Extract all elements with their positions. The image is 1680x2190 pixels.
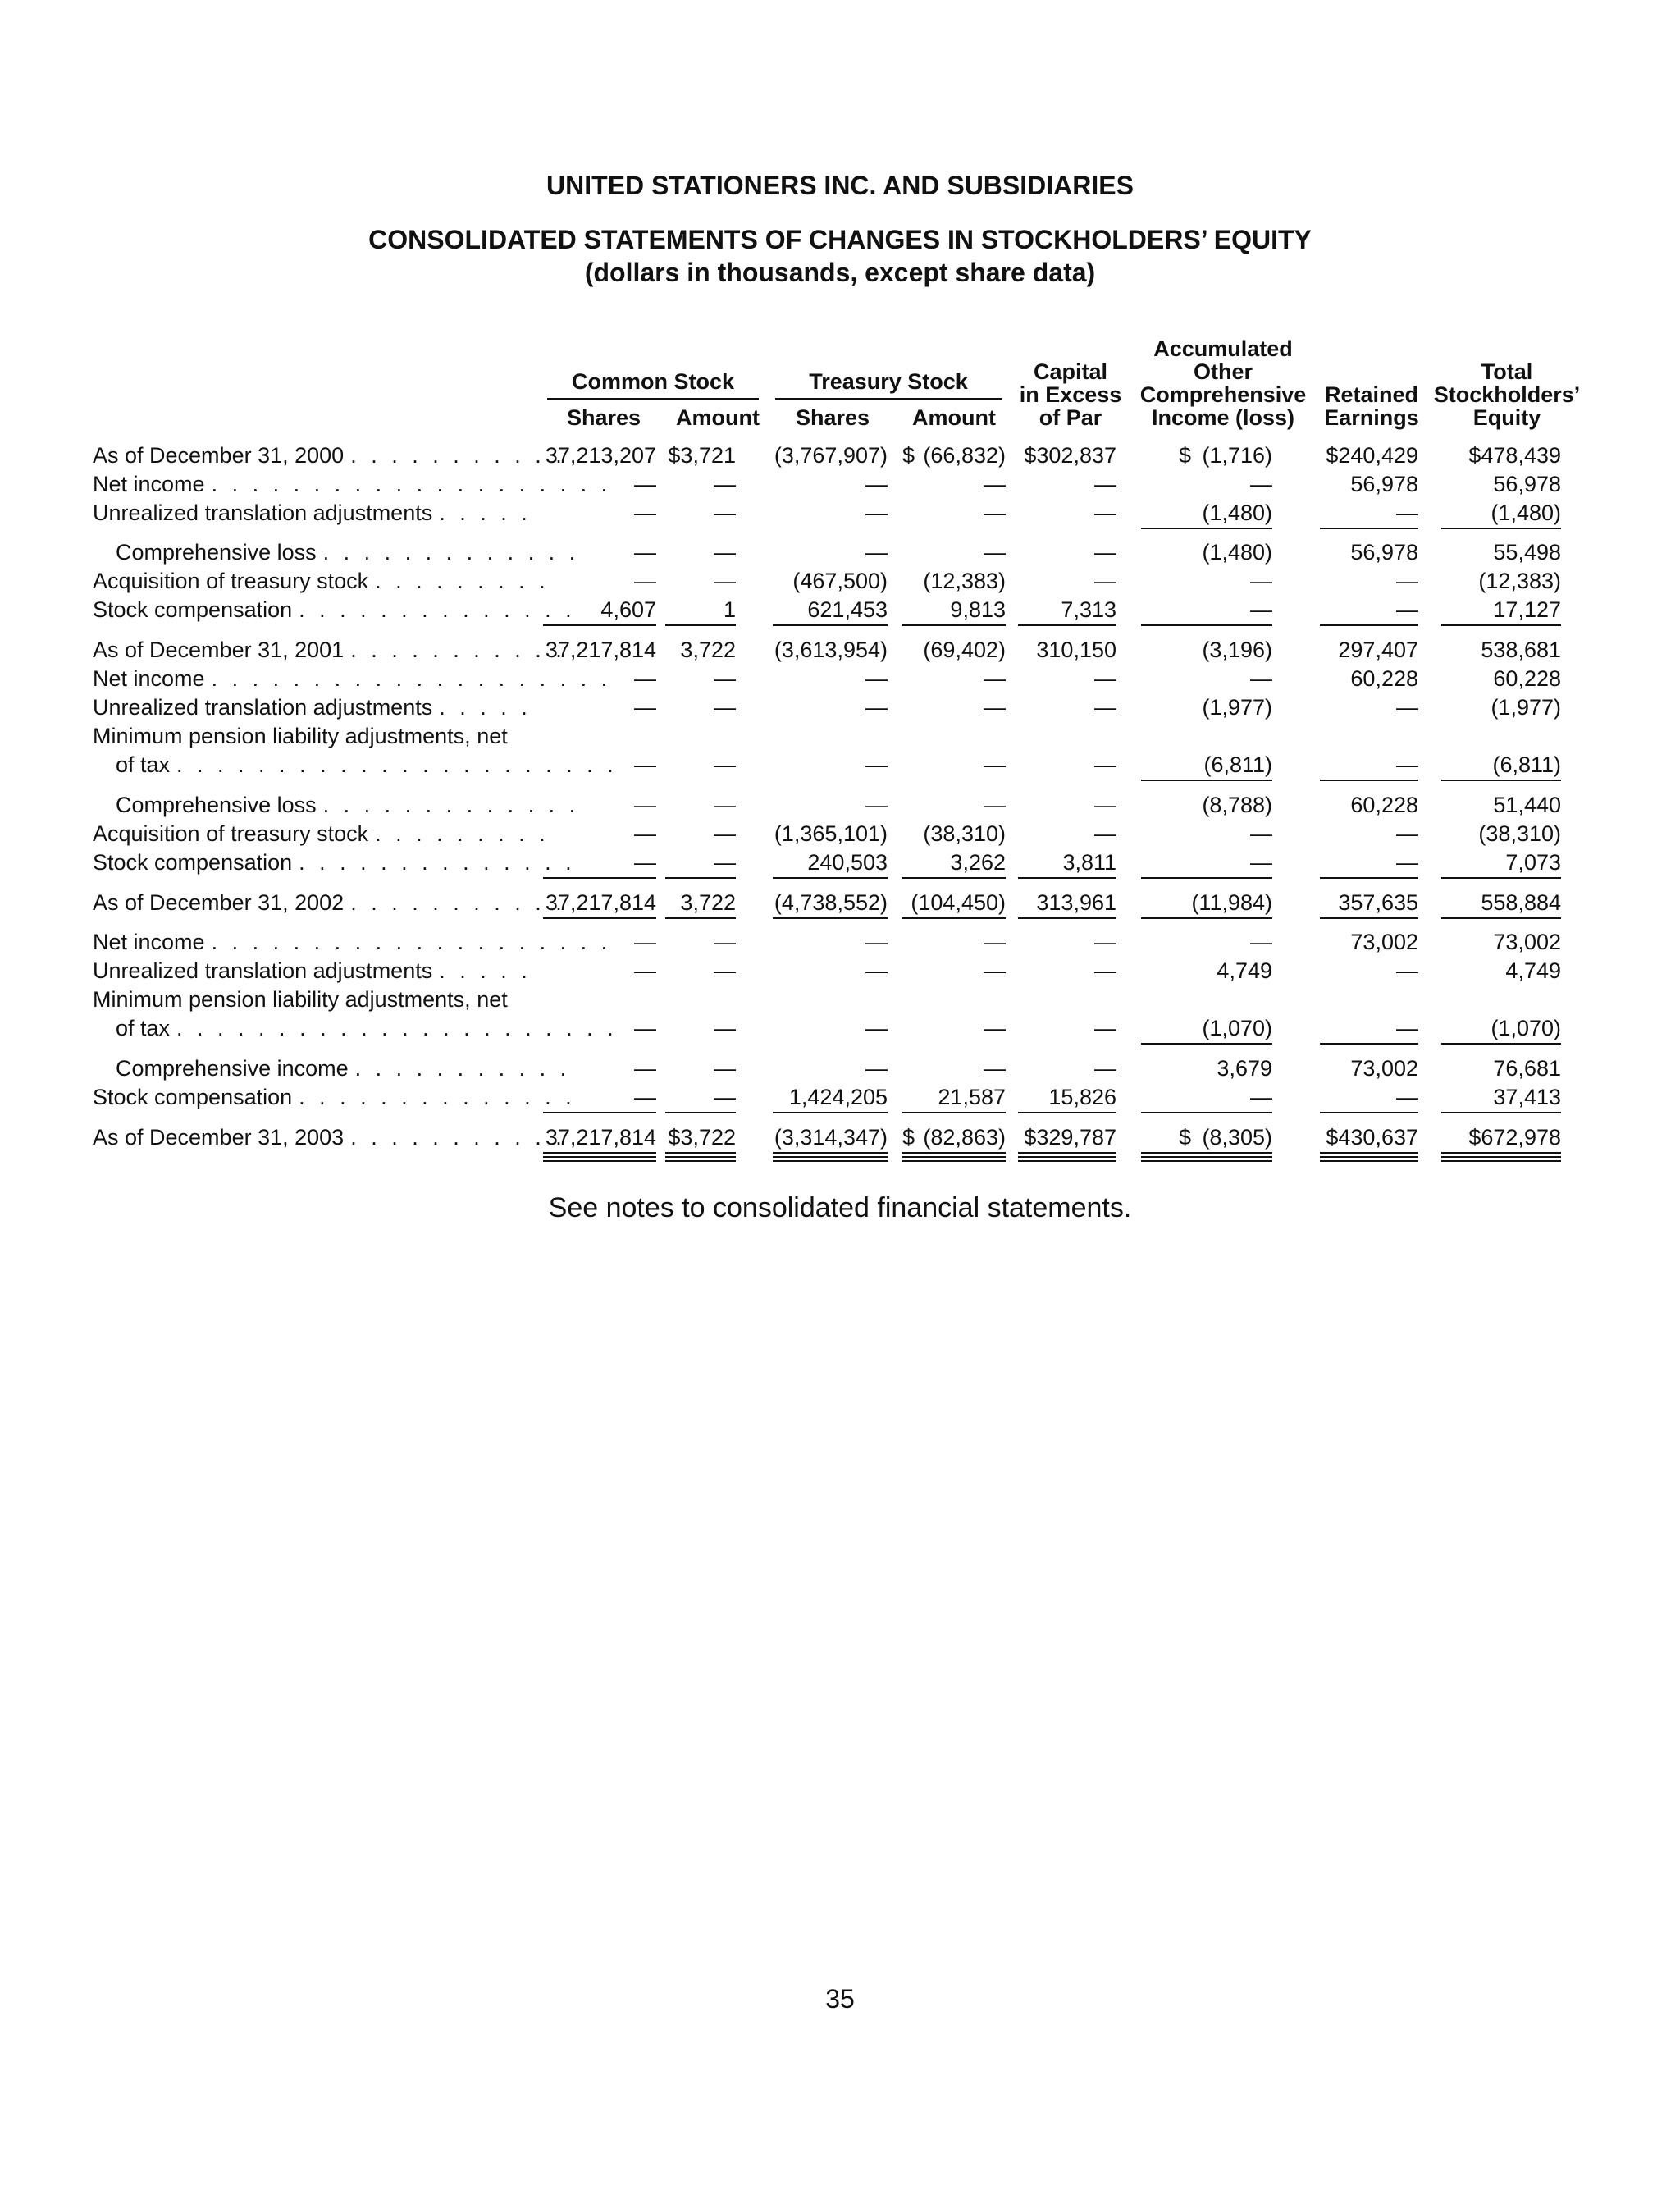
table-cell: — xyxy=(865,793,888,817)
table-cell: (1,070) xyxy=(1491,1016,1561,1040)
table-cell: (1,480) xyxy=(1202,501,1272,525)
row-label: Unrealized translation adjustments . . . . . xyxy=(93,501,532,525)
currency-symbol: $ xyxy=(902,443,915,468)
table-cell: $302,837 xyxy=(1024,443,1116,468)
table-cell: — xyxy=(1250,597,1272,622)
header-common-stock: Common Stock xyxy=(571,369,735,394)
header-capital: Capital in Excess of Par xyxy=(1019,359,1122,430)
header-rule-common xyxy=(547,398,759,400)
table-cell: 3,262 xyxy=(950,850,1006,875)
table-cell: 56,978 xyxy=(1350,472,1418,496)
row-label: Comprehensive loss . . . . . . . . . . . . . xyxy=(116,793,580,817)
table-cell: — xyxy=(714,1056,736,1081)
row-label: As of December 31, 2001 . . . . . . . . . . . xyxy=(93,638,566,662)
table-cell: — xyxy=(984,540,1006,565)
table-cell: (12,383) xyxy=(923,569,1006,593)
table-cell: — xyxy=(714,958,736,983)
underline-rule xyxy=(1441,1156,1561,1158)
underline-rule xyxy=(1018,624,1116,626)
table-cell: — xyxy=(865,752,888,777)
table-cell: — xyxy=(865,695,888,720)
table-cell: — xyxy=(634,569,656,593)
table-cell: 558,884 xyxy=(1481,890,1561,915)
underline-rule xyxy=(543,624,656,626)
table-cell: — xyxy=(714,821,736,846)
table-cell: 56,978 xyxy=(1350,540,1418,565)
table-cell: — xyxy=(984,666,1006,691)
table-cell: — xyxy=(865,958,888,983)
table-cell: — xyxy=(1094,958,1116,983)
row-label: As of December 31, 2002 . . . . . . . . . . . xyxy=(93,890,566,915)
table-cell: — xyxy=(634,695,656,720)
underline-rule xyxy=(1320,877,1418,879)
table-cell: — xyxy=(1250,850,1272,875)
row-label: Comprehensive loss . . . . . . . . . . . . . xyxy=(116,540,580,565)
row-label: Acquisition of treasury stock . . . . . . . . . xyxy=(93,569,550,593)
underline-rule xyxy=(1320,1160,1418,1162)
table-cell: 76,681 xyxy=(1493,1056,1561,1081)
table-cell: (8,788) xyxy=(1202,793,1272,817)
table-cell: 538,681 xyxy=(1481,638,1561,662)
table-cell: $672,978 xyxy=(1468,1125,1561,1150)
table-cell: — xyxy=(634,540,656,565)
underline-rule xyxy=(1320,528,1418,529)
statement-title: CONSOLIDATED STATEMENTS OF CHANGES IN STOCKHOLDERS’ EQUITY xyxy=(368,225,1312,254)
underline-rule xyxy=(665,1156,736,1158)
underline-rule xyxy=(1141,1043,1272,1045)
company-title: UNITED STATIONERS INC. AND SUBSIDIARIES xyxy=(546,171,1134,200)
row-label: Comprehensive income . . . . . . . . . . . xyxy=(116,1056,571,1081)
table-cell: — xyxy=(714,472,736,496)
underline-rule xyxy=(902,877,1006,879)
row-label: of tax . . . . . . . . . . . . . . . . . . . . . . xyxy=(116,1016,618,1040)
table-cell: — xyxy=(1250,821,1272,846)
underline-rule xyxy=(773,877,888,879)
currency-symbol: $ xyxy=(902,1125,915,1150)
table-cell: 17,127 xyxy=(1493,597,1561,622)
table-cell: (1,977) xyxy=(1202,695,1272,720)
table-cell: 37,217,814 xyxy=(545,890,656,915)
underline-rule xyxy=(1320,1112,1418,1113)
table-cell: — xyxy=(1094,930,1116,954)
table-cell: (12,383) xyxy=(1478,569,1561,593)
table-cell: (1,365,101) xyxy=(774,821,888,846)
table-cell: — xyxy=(1250,472,1272,496)
table-cell: (38,310) xyxy=(923,821,1006,846)
row-label: of tax . . . . . . . . . . . . . . . . . . . . . . xyxy=(116,752,618,777)
underline-rule xyxy=(1441,877,1561,879)
table-cell: (1,716) xyxy=(1202,443,1272,468)
underline-rule xyxy=(1441,1160,1561,1162)
table-cell: 55,498 xyxy=(1493,540,1561,565)
table-cell: 1,424,205 xyxy=(788,1085,888,1109)
table-cell: 73,002 xyxy=(1350,930,1418,954)
table-cell: — xyxy=(634,958,656,983)
underline-rule xyxy=(773,1152,888,1154)
underline-rule xyxy=(773,1156,888,1158)
table-cell: 60,228 xyxy=(1350,793,1418,817)
header-ts-shares: Shares xyxy=(795,405,870,430)
table-cell: (8,305) xyxy=(1202,1125,1272,1150)
row-label: Unrealized translation adjustments . . . . . xyxy=(93,695,532,720)
table-cell: — xyxy=(1094,695,1116,720)
table-cell: — xyxy=(984,958,1006,983)
underline-rule xyxy=(665,624,736,626)
underline-rule xyxy=(1320,1156,1418,1158)
table-cell: 7,313 xyxy=(1061,597,1116,622)
table-cell: — xyxy=(634,752,656,777)
table-cell: 51,440 xyxy=(1493,793,1561,817)
table-cell: 60,228 xyxy=(1493,666,1561,691)
underline-rule xyxy=(665,1112,736,1113)
header-total: Total Stockholders’ Equity xyxy=(1433,359,1581,430)
table-cell: 1 xyxy=(723,597,736,622)
row-label: Net income . . . . . . . . . . . . . . . . . . . . xyxy=(93,930,612,954)
table-cell: — xyxy=(714,850,736,875)
table-cell: $329,787 xyxy=(1024,1125,1116,1150)
table-cell: — xyxy=(1250,1085,1272,1109)
underline-rule xyxy=(665,917,736,919)
underline-rule xyxy=(1441,917,1561,919)
table-cell: — xyxy=(1396,850,1418,875)
table-cell: — xyxy=(865,472,888,496)
table-cell: 297,407 xyxy=(1338,638,1418,662)
underline-rule xyxy=(543,1112,656,1113)
table-cell: — xyxy=(634,821,656,846)
page-number: 35 xyxy=(825,1984,855,2014)
underline-rule xyxy=(665,1152,736,1154)
underline-rule xyxy=(773,1112,888,1113)
underline-rule xyxy=(1141,1112,1272,1113)
underline-rule xyxy=(1018,1160,1116,1162)
table-cell: — xyxy=(714,1085,736,1109)
row-label: Net income . . . . . . . . . . . . . . . . . . . . xyxy=(93,666,612,691)
header-treasury-stock: Treasury Stock xyxy=(809,369,968,394)
table-cell: — xyxy=(984,501,1006,525)
table-cell: 73,002 xyxy=(1493,930,1561,954)
underline-rule xyxy=(665,1160,736,1162)
table-cell: (1,480) xyxy=(1491,501,1561,525)
underline-rule xyxy=(543,1160,656,1162)
table-cell: — xyxy=(1396,597,1418,622)
table-cell: — xyxy=(1094,540,1116,565)
table-cell: 7,073 xyxy=(1505,850,1561,875)
table-cell: — xyxy=(714,666,736,691)
table-cell: — xyxy=(634,666,656,691)
header-cs-amount: Amount xyxy=(676,405,760,430)
table-cell: 60,228 xyxy=(1350,666,1418,691)
table-cell: — xyxy=(1094,752,1116,777)
table-cell: $240,429 xyxy=(1326,443,1418,468)
table-cell: — xyxy=(1094,501,1116,525)
table-cell: — xyxy=(1396,501,1418,525)
underline-rule xyxy=(1320,1043,1418,1045)
table-cell: 15,826 xyxy=(1048,1085,1116,1109)
underline-rule xyxy=(1018,1112,1116,1113)
units-subtitle: (dollars in thousands, except share data) xyxy=(584,258,1096,287)
table-cell: — xyxy=(1094,1016,1116,1040)
underline-rule xyxy=(902,917,1006,919)
table-cell: (6,811) xyxy=(1203,752,1272,777)
table-cell: 21,587 xyxy=(938,1085,1006,1109)
currency-symbol: $ xyxy=(1179,1125,1192,1150)
underline-rule xyxy=(1018,1156,1116,1158)
header-retained: Retained Earnings xyxy=(1324,382,1419,430)
table-cell: — xyxy=(1396,752,1418,777)
table-cell: — xyxy=(1094,569,1116,593)
underline-rule xyxy=(1141,624,1272,626)
underline-rule xyxy=(543,1156,656,1158)
table-cell: 37,217,814 xyxy=(545,1125,656,1150)
table-cell: 37,213,207 xyxy=(545,443,656,468)
table-cell: — xyxy=(1396,695,1418,720)
underline-rule xyxy=(902,1160,1006,1162)
underline-rule xyxy=(665,877,736,879)
table-cell: (467,500) xyxy=(792,569,888,593)
underline-rule xyxy=(773,1160,888,1162)
table-cell: $3,722 xyxy=(668,1125,736,1150)
row-label: As of December 31, 2000 . . . . . . . . . . . xyxy=(93,443,566,468)
table-cell: — xyxy=(714,793,736,817)
row-label: As of December 31, 2003 . . . . . . . . . . . xyxy=(93,1125,566,1150)
underline-rule xyxy=(773,624,888,626)
underline-rule xyxy=(1441,1152,1561,1154)
underline-rule xyxy=(543,917,656,919)
header-ts-amount: Amount xyxy=(912,405,996,430)
table-cell: — xyxy=(1396,1085,1418,1109)
underline-rule xyxy=(1141,528,1272,529)
table-cell: — xyxy=(714,569,736,593)
table-cell: — xyxy=(984,930,1006,954)
table-cell: $3,721 xyxy=(668,443,736,468)
row-label: Minimum pension liability adjustments, net xyxy=(93,724,508,748)
table-cell: 621,453 xyxy=(807,597,888,622)
underline-rule xyxy=(1018,917,1116,919)
underline-rule xyxy=(902,624,1006,626)
underline-rule xyxy=(773,917,888,919)
header-rule-treasury xyxy=(775,398,1002,400)
header-aoci: Accumulated Other Comprehensive Income (loss) xyxy=(1139,336,1307,430)
underline-rule xyxy=(1320,1152,1418,1154)
table-cell: — xyxy=(634,501,656,525)
table-cell: — xyxy=(1094,666,1116,691)
table-cell: 37,413 xyxy=(1493,1085,1561,1109)
table-cell: — xyxy=(634,1056,656,1081)
table-cell: 3,811 xyxy=(1062,850,1116,875)
table-cell: (3,196) xyxy=(1202,638,1272,662)
table-cell: (1,480) xyxy=(1202,540,1272,565)
table-cell: (11,984) xyxy=(1191,890,1272,915)
table-cell: 9,813 xyxy=(950,597,1006,622)
table-cell: — xyxy=(634,1085,656,1109)
table-cell: — xyxy=(984,752,1006,777)
table-cell: (3,314,347) xyxy=(774,1125,888,1150)
table-cell: 310,150 xyxy=(1036,638,1116,662)
row-label: Acquisition of treasury stock . . . . . . . . . xyxy=(93,821,550,846)
table-cell: — xyxy=(1250,569,1272,593)
table-cell: — xyxy=(984,1056,1006,1081)
table-cell: 4,749 xyxy=(1217,958,1272,983)
row-label: Unrealized translation adjustments . . . . . xyxy=(93,958,532,983)
table-cell: — xyxy=(634,1016,656,1040)
table-cell: 3,679 xyxy=(1217,1056,1272,1081)
table-cell: — xyxy=(984,793,1006,817)
underline-rule xyxy=(1441,624,1561,626)
table-cell: — xyxy=(1396,958,1418,983)
table-cell: (104,450) xyxy=(911,890,1006,915)
table-cell: — xyxy=(1396,821,1418,846)
table-cell: $430,637 xyxy=(1326,1125,1418,1150)
table-cell: — xyxy=(865,666,888,691)
underline-rule xyxy=(1441,528,1561,529)
table-cell: — xyxy=(634,850,656,875)
table-cell: 4,749 xyxy=(1505,958,1561,983)
row-label: Stock compensation . . . . . . . . . . . . . . xyxy=(93,850,576,875)
table-cell: (69,402) xyxy=(923,638,1006,662)
underline-rule xyxy=(543,877,656,879)
row-label: Stock compensation . . . . . . . . . . . . . . xyxy=(93,1085,576,1109)
table-cell: (3,613,954) xyxy=(774,638,888,662)
underline-rule xyxy=(1441,780,1561,781)
table-cell: 240,503 xyxy=(807,850,888,875)
table-cell: — xyxy=(634,930,656,954)
underline-rule xyxy=(1141,1160,1272,1162)
underline-rule xyxy=(1441,1043,1561,1045)
table-cell: — xyxy=(984,1016,1006,1040)
table-cell: (66,832) xyxy=(923,443,1006,468)
table-cell: (38,310) xyxy=(1478,821,1561,846)
table-cell: — xyxy=(865,501,888,525)
table-cell: (1,070) xyxy=(1202,1016,1272,1040)
table-cell: (4,738,552) xyxy=(774,890,888,915)
table-cell: — xyxy=(714,752,736,777)
table-cell: $478,439 xyxy=(1468,443,1561,468)
underline-rule xyxy=(1141,1156,1272,1158)
underline-rule xyxy=(1320,917,1418,919)
table-cell: — xyxy=(984,472,1006,496)
table-cell: — xyxy=(714,540,736,565)
table-cell: 3,722 xyxy=(680,890,736,915)
table-cell: (82,863) xyxy=(923,1125,1006,1150)
underline-rule xyxy=(902,1156,1006,1158)
currency-symbol: $ xyxy=(1179,443,1192,468)
underline-rule xyxy=(1018,1152,1116,1154)
table-cell: (6,811) xyxy=(1492,752,1561,777)
underline-rule xyxy=(1320,624,1418,626)
row-label: Minimum pension liability adjustments, net xyxy=(93,987,508,1012)
table-cell: — xyxy=(1094,793,1116,817)
table-cell: 56,978 xyxy=(1493,472,1561,496)
table-cell: 37,217,814 xyxy=(545,638,656,662)
table-cell: — xyxy=(1250,666,1272,691)
underline-rule xyxy=(902,1112,1006,1113)
underline-rule xyxy=(1141,917,1272,919)
table-cell: 73,002 xyxy=(1350,1056,1418,1081)
table-cell: — xyxy=(865,1056,888,1081)
underline-rule xyxy=(1141,780,1272,781)
table-cell: — xyxy=(984,695,1006,720)
table-cell: 3,722 xyxy=(680,638,736,662)
underline-rule xyxy=(543,1152,656,1154)
table-cell: — xyxy=(714,1016,736,1040)
underline-rule xyxy=(902,1152,1006,1154)
table-cell: (3,767,907) xyxy=(774,443,888,468)
table-cell: — xyxy=(714,930,736,954)
table-cell: 357,635 xyxy=(1338,890,1418,915)
table-cell: — xyxy=(634,793,656,817)
row-label: Stock compensation . . . . . . . . . . . . . . xyxy=(93,597,576,622)
table-cell: — xyxy=(865,540,888,565)
table-cell: — xyxy=(714,501,736,525)
table-cell: 313,961 xyxy=(1036,890,1116,915)
table-cell: — xyxy=(1094,821,1116,846)
footer-note: See notes to consolidated financial statements. xyxy=(548,1192,1132,1223)
table-cell: — xyxy=(1094,472,1116,496)
underline-rule xyxy=(1441,1112,1561,1113)
underline-rule xyxy=(1018,877,1116,879)
table-cell: — xyxy=(714,695,736,720)
table-cell: — xyxy=(634,472,656,496)
table-cell: — xyxy=(1396,1016,1418,1040)
underline-rule xyxy=(1141,877,1272,879)
table-cell: 4,607 xyxy=(600,597,656,622)
table-cell: — xyxy=(865,930,888,954)
underline-rule xyxy=(1320,780,1418,781)
table-cell: (1,977) xyxy=(1491,695,1561,720)
table-cell: — xyxy=(1250,930,1272,954)
underline-rule xyxy=(1141,1152,1272,1154)
table-cell: — xyxy=(1396,569,1418,593)
row-label: Net income . . . . . . . . . . . . . . . . . . . . xyxy=(93,472,612,496)
table-cell: — xyxy=(1094,1056,1116,1081)
header-cs-shares: Shares xyxy=(566,405,641,430)
table-cell: — xyxy=(865,1016,888,1040)
